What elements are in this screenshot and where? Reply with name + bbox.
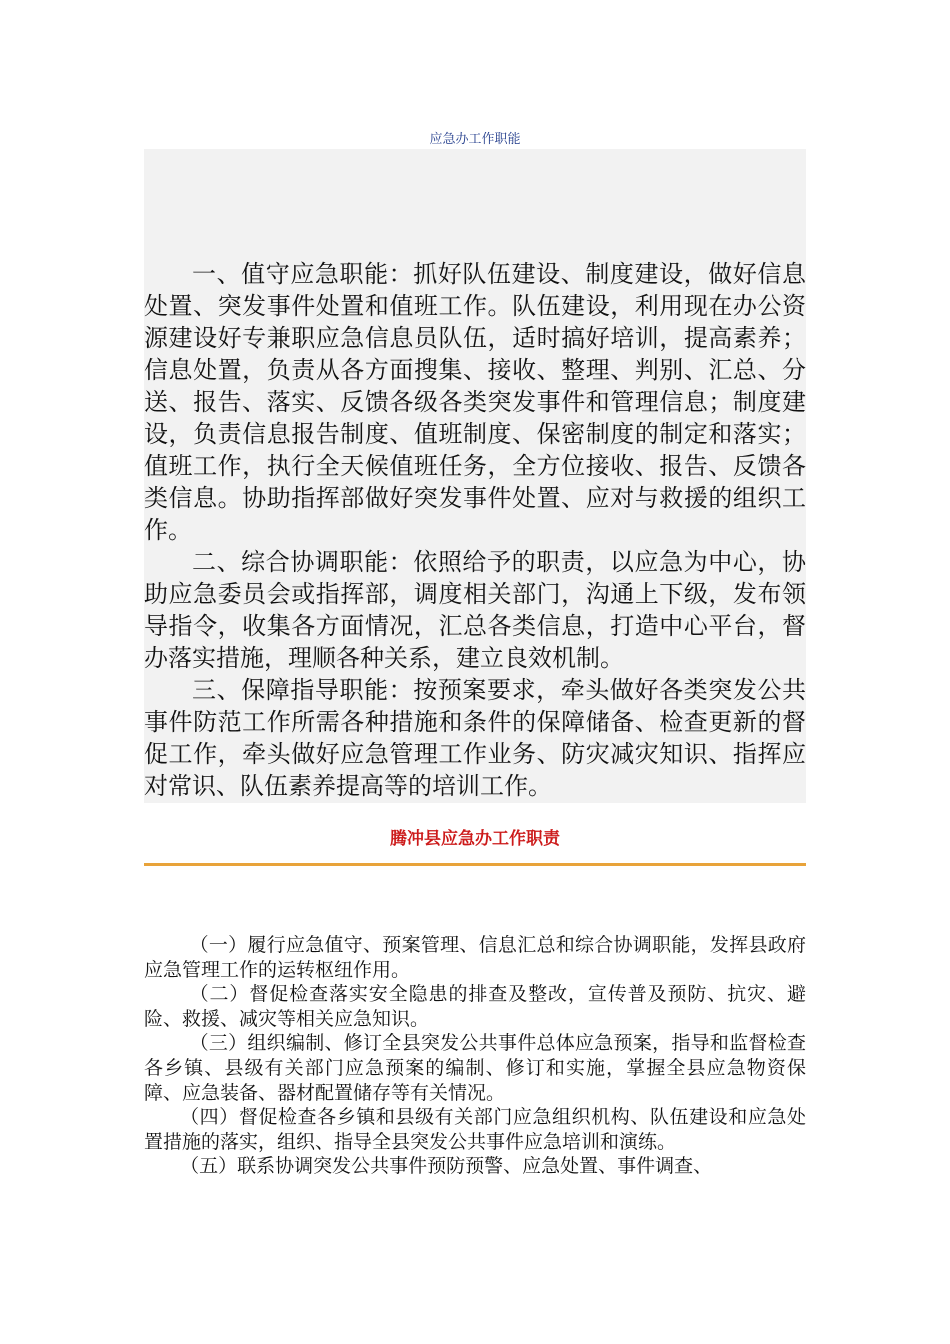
paragraph-duty-3: 三、保障指导职能：按预案要求，牵头做好各类突发公共事件防范工作所需各种措施和条件的保障储备、检查更新的督促工作，牵头做好应急管理工作业务、防灾减灾知识、指挥应对常识、队伍素养提高等的培训工作。 xyxy=(144,676,806,800)
heading-divider xyxy=(144,863,806,866)
paragraph-item-5: （五）联系协调突发公共事件预防预警、应急处置、事件调查、 xyxy=(180,1155,713,1178)
paragraph-item-4: （四）督促检查各乡镇和县级有关部门应急组织机构、队伍建设和应急处置措施的落实，组织、指导全县突发公共事件应急培训和演练。 xyxy=(144,1106,806,1153)
paragraph-duty-2: 二、综合协调职能：依照给予的职责，以应急为中心，协助应急委员会或指挥部，调度相关部门，沟通上下级，发布领导指令，收集各方面情况，汇总各类信息，打造中心平台，督办落实措施，理顺各种关系，建立良效机制。 xyxy=(144,548,806,672)
section-responsibilities-body xyxy=(144,933,806,1179)
section-duties-body xyxy=(144,258,806,802)
paragraph-item-3: （三）组织编制、修订全县突发公共事件总体应急预案，指导和监督检查各乡镇、县级有关部门应急预案的编制、修订和实施，掌握全县应急物资保障、应急装备、器材配置储存等有关情况。 xyxy=(144,1032,806,1104)
paragraph-item-2: （二）督促检查落实安全隐患的排查及整改，宣传普及预防、抗灾、避险、救援、减灾等相关应急知识。 xyxy=(144,983,806,1030)
section-heading: 腾冲县应急办工作职责 xyxy=(390,829,560,849)
paragraph-duty-1: 一、值守应急职能：抓好队伍建设、制度建设，做好信息处置、突发事件处置和值班工作。队伍建设，利用现在办公资源建设好专兼职应急信息员队伍，适时搞好培训，提高素养；信息处置，负责从各方面搜集、接收、整理、判别、汇总、分送、报告、落实、反馈各级各类突发事件和管理信息；制度建设，负责信息报告制度、值班制度、保密制度的制定和落实；值班工作，执行全天候值班任务，全方位接收、报告、反馈各类信息。协助指挥部做好突发事件处置、应对与救援的组织工作。 xyxy=(144,260,806,544)
paragraph-item-1: （一）履行应急值守、预案管理、信息汇总和综合协调职能，发挥县政府应急管理工作的运转枢纽作用。 xyxy=(144,934,806,981)
doc-title: 应急办工作职能 xyxy=(429,132,521,147)
